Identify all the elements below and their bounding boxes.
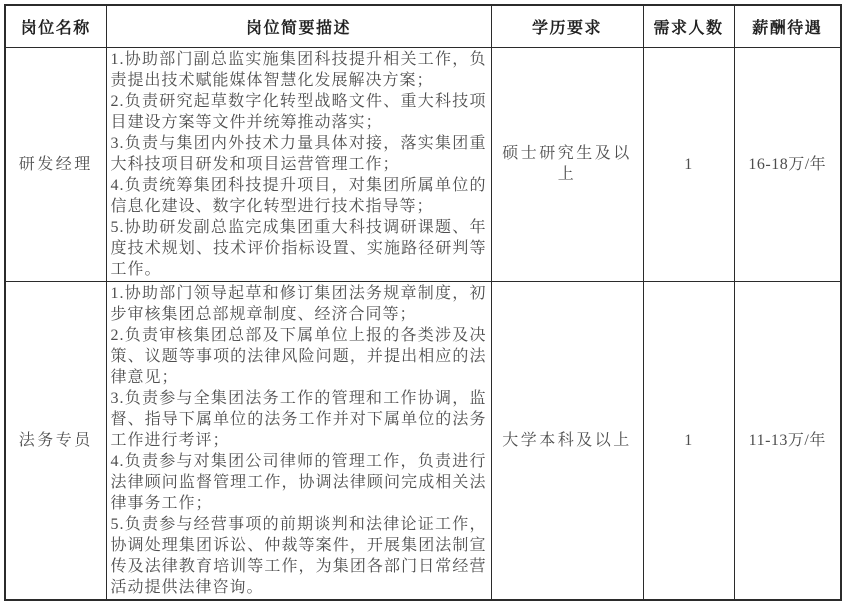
position-name-cell: 研发经理 — [5, 47, 106, 281]
salary-cell: 11-13万/年 — [734, 281, 841, 600]
description-item: 1.协助部门领导起草和修订集团法务规章制度，初步审核集团总部规章制度、经济合同等； — [110, 284, 487, 323]
table-row-legal-specialist — [5, 281, 841, 600]
table-row-rd-manager — [5, 47, 841, 281]
description-item: 1.协助部门副总监实施集团科技提升相关工作，负责提出技术赋能媒体智慧化发展解决方案； — [110, 50, 487, 89]
description-item: 3.负责参与全集团法务工作的管理和工作协调，监督、指导下属单位的法务工作并对下属单位的法务工作进行考评； — [110, 389, 487, 449]
description-item: 2.负责研究起草数字化转型战略文件、重大科技项目建设方案等文件并统筹推动落实； — [110, 92, 487, 131]
job-table — [4, 4, 842, 601]
column-header-description: 岗位简要描述 — [106, 5, 491, 47]
header-row — [5, 5, 841, 47]
description-cell — [106, 47, 491, 281]
education-cell: 硕士研究生及以上 — [491, 47, 643, 281]
column-header-education: 学历要求 — [491, 5, 643, 47]
column-header-headcount: 需求人数 — [643, 5, 734, 47]
description-item: 2.负责审核集团总部及下属单位上报的各类涉及决策、议题等事项的法律风险问题，并提出相应的法律意见； — [110, 326, 487, 386]
description-item: 4.负责参与对集团公司律师的管理工作，负责进行法律顾问监督管理工作，协调法律顾问完成相关法律事务工作； — [110, 452, 487, 512]
salary-cell: 16-18万/年 — [734, 47, 841, 281]
description-item: 3.负责与集团内外技术力量具体对接，落实集团重大科技项目研发和项目运营管理工作； — [110, 134, 487, 173]
education-cell: 大学本科及以上 — [491, 281, 643, 600]
position-name-cell: 法务专员 — [5, 281, 106, 600]
column-header-salary: 薪酬待遇 — [734, 5, 841, 47]
description-item: 5.协助研发副总监完成集团重大科技调研课题、年度技术规划、技术评价指标设置、实施路径研判等工作。 — [110, 218, 487, 278]
column-header-position: 岗位名称 — [5, 5, 106, 47]
description-item: 4.负责统筹集团科技提升项目，对集团所属单位的信息化建设、数字化转型进行技术指导等； — [110, 176, 487, 215]
description-cell — [106, 281, 491, 600]
description-item: 5.负责参与经营事项的前期谈判和法律论证工作，协调处理集团诉讼、仲裁等案件，开展集团法制宣传及法律教育培训等工作，为集团各部门日常经营活动提供法律咨询。 — [110, 515, 487, 596]
headcount-cell: 1 — [643, 47, 734, 281]
headcount-cell: 1 — [643, 281, 734, 600]
